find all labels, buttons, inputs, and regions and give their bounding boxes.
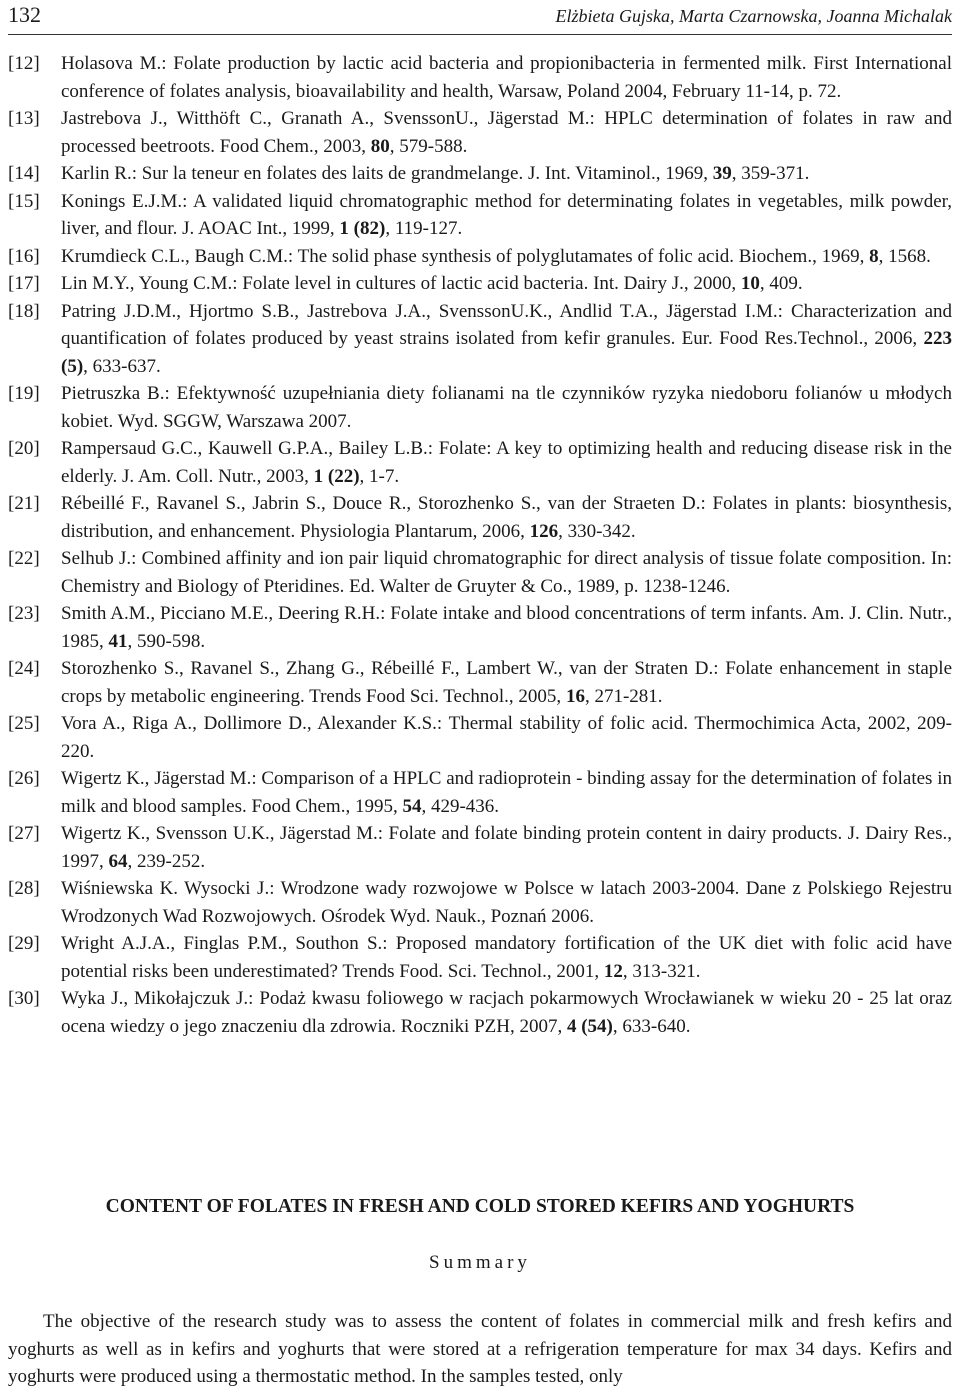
reference-text bbox=[61, 246, 931, 267]
reference-text-segment: Lin M.Y., Young C.M.: Folate level in cultures of lactic acid bacteria. Int. Dairy J., 2000, bbox=[61, 273, 741, 294]
reference-text-segment: , 239-252. bbox=[127, 850, 206, 872]
reference-volume: 16 bbox=[565, 685, 585, 707]
reference-volume: 223 (5) bbox=[61, 328, 952, 377]
reference-text bbox=[61, 493, 952, 542]
reference-item bbox=[8, 105, 952, 160]
reference-text-segment: Wiśniewska K. Wysocki J.: Wrodzone wady rozwojowe w Polsce w latach 2003-2004. Dane z Polskiego Rejestru Wrodzonych Wad Rozwojowych. Ośrodek Wyd. Nauk., Poznań 2006. bbox=[61, 878, 952, 927]
reference-number: [30] bbox=[8, 988, 40, 1009]
reference-text-segment: Smith A.M., Picciano M.E., Deering R.H.: Folate intake and blood concentrations of term infants. Am. J. Clin. Nutr., 1985, bbox=[61, 603, 952, 652]
reference-item bbox=[8, 380, 952, 435]
reference-text-segment: , 330-342. bbox=[558, 520, 636, 542]
reference-text-segment: , 633-637. bbox=[83, 355, 161, 377]
reference-number: [24] bbox=[8, 658, 40, 679]
reference-text bbox=[61, 438, 952, 487]
reference-text bbox=[61, 273, 803, 294]
reference-number: [29] bbox=[8, 933, 40, 954]
reference-number: [23] bbox=[8, 603, 40, 624]
reference-text bbox=[61, 301, 952, 377]
reference-item bbox=[8, 655, 952, 710]
reference-item bbox=[8, 50, 952, 105]
reference-text-segment: Rampersaud G.C., Kauwell G.P.A., Bailey L.B.: Folate: A key to optimizing health and reducing disease risk in the elderly. J. Am. Coll. Nutr., 2003, bbox=[61, 438, 952, 487]
reference-text-segment: Jastrebova J., Witthöft C., Granath A., SvenssonU., Jägerstad M.: HPLC determination of folates in raw and processed beetroots. Food Chem., 2003, bbox=[61, 108, 952, 157]
section-title: CONTENT OF FOLATES IN FRESH AND COLD STORED KEFIRS AND YOGHURTS bbox=[105, 1196, 855, 1217]
reference-volume: 4 (54) bbox=[566, 1015, 613, 1037]
reference-volume: 1 (22) bbox=[313, 465, 360, 487]
reference-volume: 64 bbox=[108, 850, 128, 872]
reference-volume: 54 bbox=[402, 795, 422, 817]
reference-text bbox=[61, 191, 952, 240]
reference-text-segment: Rébeillé F., Ravanel S., Jabrin S., Douce R., Storozhenko S., van der Straeten D.: Folates in plants: biosynthesis, distribution, and enhancement. Physiologia Plantarum, 2006, bbox=[61, 493, 952, 542]
reference-number: [18] bbox=[8, 300, 40, 322]
reference-number: [21] bbox=[8, 493, 40, 514]
reference-text bbox=[61, 658, 952, 707]
reference-text-segment: , 313-321. bbox=[622, 960, 701, 982]
reference-text-segment: Wyka J., Mikołajczuk J.: Podaż kwasu foliowego w racjach pokarmowych Wrocławianek w wieku 20 - 25 lat oraz ocena wiedzy o jego znaczeniu dla zdrowia. Roczniki PZH, 2007, bbox=[61, 988, 952, 1037]
reference-number: [15] bbox=[8, 190, 40, 212]
reference-volume: 80 bbox=[370, 135, 390, 157]
reference-number: [14] bbox=[8, 163, 40, 184]
page-number: 132 bbox=[8, 2, 41, 27]
reference-text-segment: , 429-436. bbox=[421, 795, 500, 817]
reference-number: [22] bbox=[8, 548, 40, 569]
reference-text bbox=[61, 933, 952, 982]
reference-text-segment: , 409. bbox=[759, 273, 803, 294]
reference-number: [26] bbox=[8, 768, 40, 789]
reference-item bbox=[8, 985, 952, 1040]
reference-item bbox=[8, 270, 952, 298]
reference-number: [27] bbox=[8, 823, 40, 844]
reference-item bbox=[8, 545, 952, 600]
reference-text-segment: Krumdieck C.L., Baugh C.M.: The solid phase synthesis of polyglutamates of folic acid. Biochem., 1969, bbox=[61, 245, 870, 267]
reference-text-segment: Karlin R.: Sur la teneur en folates des laits de grandmelange. J. Int. Vitaminol., 1969, bbox=[61, 163, 713, 184]
reference-text bbox=[61, 603, 952, 652]
reference-text-segment: Pietruszka B.: Efektywność uzupełniania diety folianami na tle czynników ryzyka niedoboru folianów u młodych kobiet. Wyd. SGGW, Warszawa 2007. bbox=[61, 383, 952, 432]
reference-number: [19] bbox=[8, 383, 40, 404]
reference-number: [16] bbox=[8, 245, 40, 267]
reference-item bbox=[8, 600, 952, 655]
reference-volume: 41 bbox=[108, 630, 128, 652]
reference-number: [28] bbox=[8, 878, 40, 899]
reference-text-segment: Konings E.J.M.: A validated liquid chromatographic method for determinating folates in vegetables, milk powder, liver, and flour. J. AOAC Int., 1999, bbox=[61, 190, 952, 239]
reference-item bbox=[8, 435, 952, 490]
reference-item bbox=[8, 710, 952, 765]
reference-text-segment: Storozhenko S., Ravanel S., Zhang G., Rébeillé F., Lambert W., van der Straten D.: Folate enhancement in staple crops by metabolic engineering. Trends Food Sci. Technol., 2005, bbox=[61, 658, 952, 707]
reference-volume: 1 (82) bbox=[339, 218, 386, 239]
reference-text-segment: Vora A., Riga A., Dollimore D., Alexander K.S.: Thermal stability of folic acid. Thermochimica Acta, 2002, 209-220. bbox=[61, 713, 952, 762]
reference-text bbox=[61, 383, 952, 432]
reference-number: [12] bbox=[8, 53, 40, 74]
reference-text-segment: , 1568. bbox=[878, 245, 931, 267]
reference-text-segment: , 1-7. bbox=[359, 465, 400, 487]
reference-text-segment: Wigertz K., Svensson U.K., Jägerstad M.: Folate and folate binding protein content in dairy products. J. Dairy Res., 1997, bbox=[61, 823, 952, 872]
reference-number: [17] bbox=[8, 273, 40, 294]
reference-item bbox=[8, 875, 952, 930]
reference-text-segment: , 590-598. bbox=[127, 630, 206, 652]
reference-item bbox=[8, 298, 952, 381]
reference-item bbox=[8, 820, 952, 875]
reference-item bbox=[8, 930, 952, 985]
reference-text-segment: , 579-588. bbox=[389, 135, 468, 157]
reference-text bbox=[61, 548, 952, 597]
reference-text bbox=[61, 713, 952, 762]
reference-text bbox=[61, 108, 952, 157]
summary-body: The objective of the research study was to assess the content of folates in commercial milk and fresh kefirs and yoghurts as well as in kefirs and yoghurts that were stored at a refrigeration temperature for max 34 days. Kefirs and yoghurts were produced using a thermostatic method. In the samples tested, only bbox=[8, 1311, 952, 1387]
reference-number: [20] bbox=[8, 438, 40, 459]
reference-text-segment: Wright A.J.A., Finglas P.M., Southon S.: Proposed mandatory fortification of the UK diet with folic acid have potential risks been underestimated? Trends Food. Sci. Technol., 2001, bbox=[61, 933, 952, 982]
reference-text bbox=[61, 163, 809, 184]
reference-text bbox=[61, 53, 952, 102]
reference-volume: 12 bbox=[603, 960, 623, 982]
reference-item bbox=[8, 490, 952, 545]
reference-text bbox=[61, 768, 952, 817]
reference-text-segment: , 633-640. bbox=[612, 1015, 691, 1037]
running-title: Elżbieta Gujska, Marta Czarnowska, Joanna Michalak bbox=[555, 6, 952, 26]
reference-text bbox=[61, 823, 952, 872]
summary-heading: Summary bbox=[429, 1252, 531, 1273]
reference-list bbox=[8, 50, 952, 1040]
reference-volume: 126 bbox=[529, 520, 559, 542]
reference-volume: 10 bbox=[740, 273, 760, 294]
reference-text bbox=[61, 878, 952, 927]
reference-number: [13] bbox=[8, 108, 40, 129]
reference-text-segment: , 119-127. bbox=[385, 218, 463, 239]
reference-item bbox=[8, 243, 952, 271]
reference-item bbox=[8, 160, 952, 188]
page-header bbox=[8, 0, 952, 35]
reference-text-segment: , 271-281. bbox=[584, 685, 663, 707]
reference-volume: 39 bbox=[712, 163, 732, 184]
reference-text-segment: , 359-371. bbox=[731, 163, 810, 184]
reference-text-segment: Patring J.D.M., Hjortmo S.B., Jastrebova J.A., SvenssonU.K., Andlid T.A., Jägerstad I.M.: Characterization and quantification of folates produced by yeast strains isolated from kefir granules. Eur. Food Res.Technol., 2006, bbox=[61, 300, 952, 349]
reference-volume: 8 bbox=[869, 245, 879, 267]
reference-number: [25] bbox=[8, 713, 40, 734]
reference-text-segment: Wigertz K., Jägerstad M.: Comparison of a HPLC and radioprotein - binding assay for the determination of folates in milk and blood samples. Food Chem., 1995, bbox=[61, 768, 952, 817]
reference-text-segment: Selhub J.: Combined affinity and ion pair liquid chromatographic for direct analysis of tissue folate composition. In: Chemistry and Biology of Pteridines. Ed. Walter de Gruyter & Co., 1989, p. 1238-1246. bbox=[61, 548, 952, 597]
reference-item bbox=[8, 188, 952, 243]
reference-item bbox=[8, 765, 952, 820]
reference-text-segment: Holasova M.: Folate production by lactic acid bacteria and propionibacteria in fermented milk. First International conference of folates analysis, bioavailability and health, Warsaw, Poland 2004, February 11-14, p. 72. bbox=[61, 53, 952, 102]
reference-text bbox=[61, 988, 952, 1037]
